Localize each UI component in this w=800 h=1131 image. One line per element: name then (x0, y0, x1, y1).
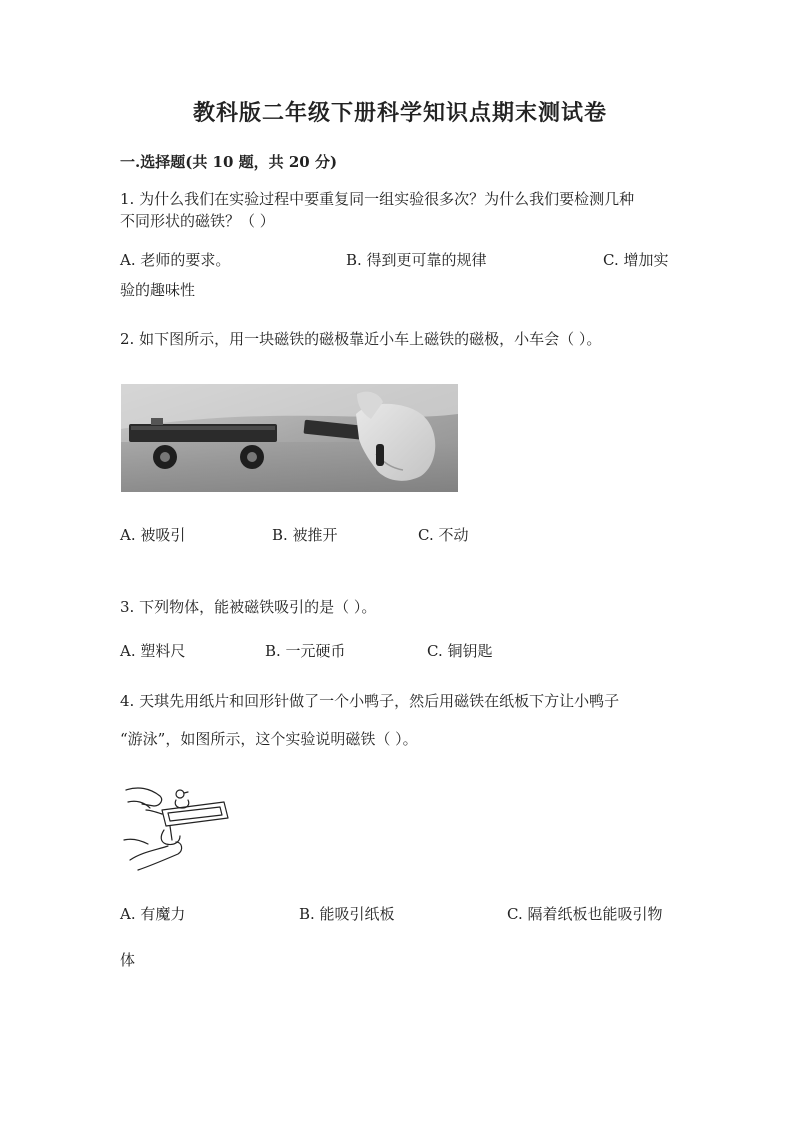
question-3-stem: 3. 下列物体，能被磁铁吸引的是（ ）。 (120, 598, 377, 616)
question-3-option-a[interactable]: A. 塑料尺 (120, 642, 186, 660)
question-1-option-c-wrap: 验的趣味性 (120, 281, 196, 299)
question-2-stem: 2. 如下图所示，用一块磁铁的磁极靠近小车上磁铁的磁极，小车会（ ）。 (120, 330, 602, 348)
question-4-stem-line2: “游泳”，如图所示，这个实验说明磁铁（ ）。 (120, 730, 418, 748)
question-3-option-b[interactable]: B. 一元硬币 (265, 642, 346, 660)
question-4-stem-line1: 4. 天琪先用纸片和回形针做了一个小鸭子，然后用磁铁在纸板下方让小鸭子 (120, 692, 620, 710)
question-3-option-c[interactable]: C. 铜钥匙 (427, 642, 493, 660)
question-4-option-a[interactable]: A. 有魔力 (120, 905, 186, 923)
question-4-option-b[interactable]: B. 能吸引纸板 (299, 905, 395, 923)
question-2-option-c[interactable]: C. 不动 (418, 526, 469, 544)
question-1-option-a[interactable]: A. 老师的要求。 (120, 251, 231, 269)
question-1-stem-line1: 1. 为什么我们在实验过程中要重复同一组实验很多次？为什么我们要检测几种 (120, 190, 635, 208)
question-1-stem-line2: 不同形状的磁铁？（ ） (120, 212, 275, 230)
question-4-option-c-wrap: 体 (120, 951, 136, 969)
page-title: 教科版二年级下册科学知识点期末测试卷 (192, 100, 607, 126)
question-4-option-c[interactable]: C. 隔着纸板也能吸引物 (507, 905, 663, 923)
question-2-option-b[interactable]: B. 被推开 (272, 526, 338, 544)
magnet-car-photo (121, 384, 458, 492)
paper-duck-sketch (120, 780, 232, 875)
question-1-option-b[interactable]: B. 得到更可靠的规律 (346, 251, 487, 269)
section-heading: 一.选择题(共 10 题，共 20 分) (120, 153, 338, 171)
question-2-option-a[interactable]: A. 被吸引 (120, 526, 186, 544)
question-1-option-c[interactable]: C. 增加实 (603, 251, 669, 269)
